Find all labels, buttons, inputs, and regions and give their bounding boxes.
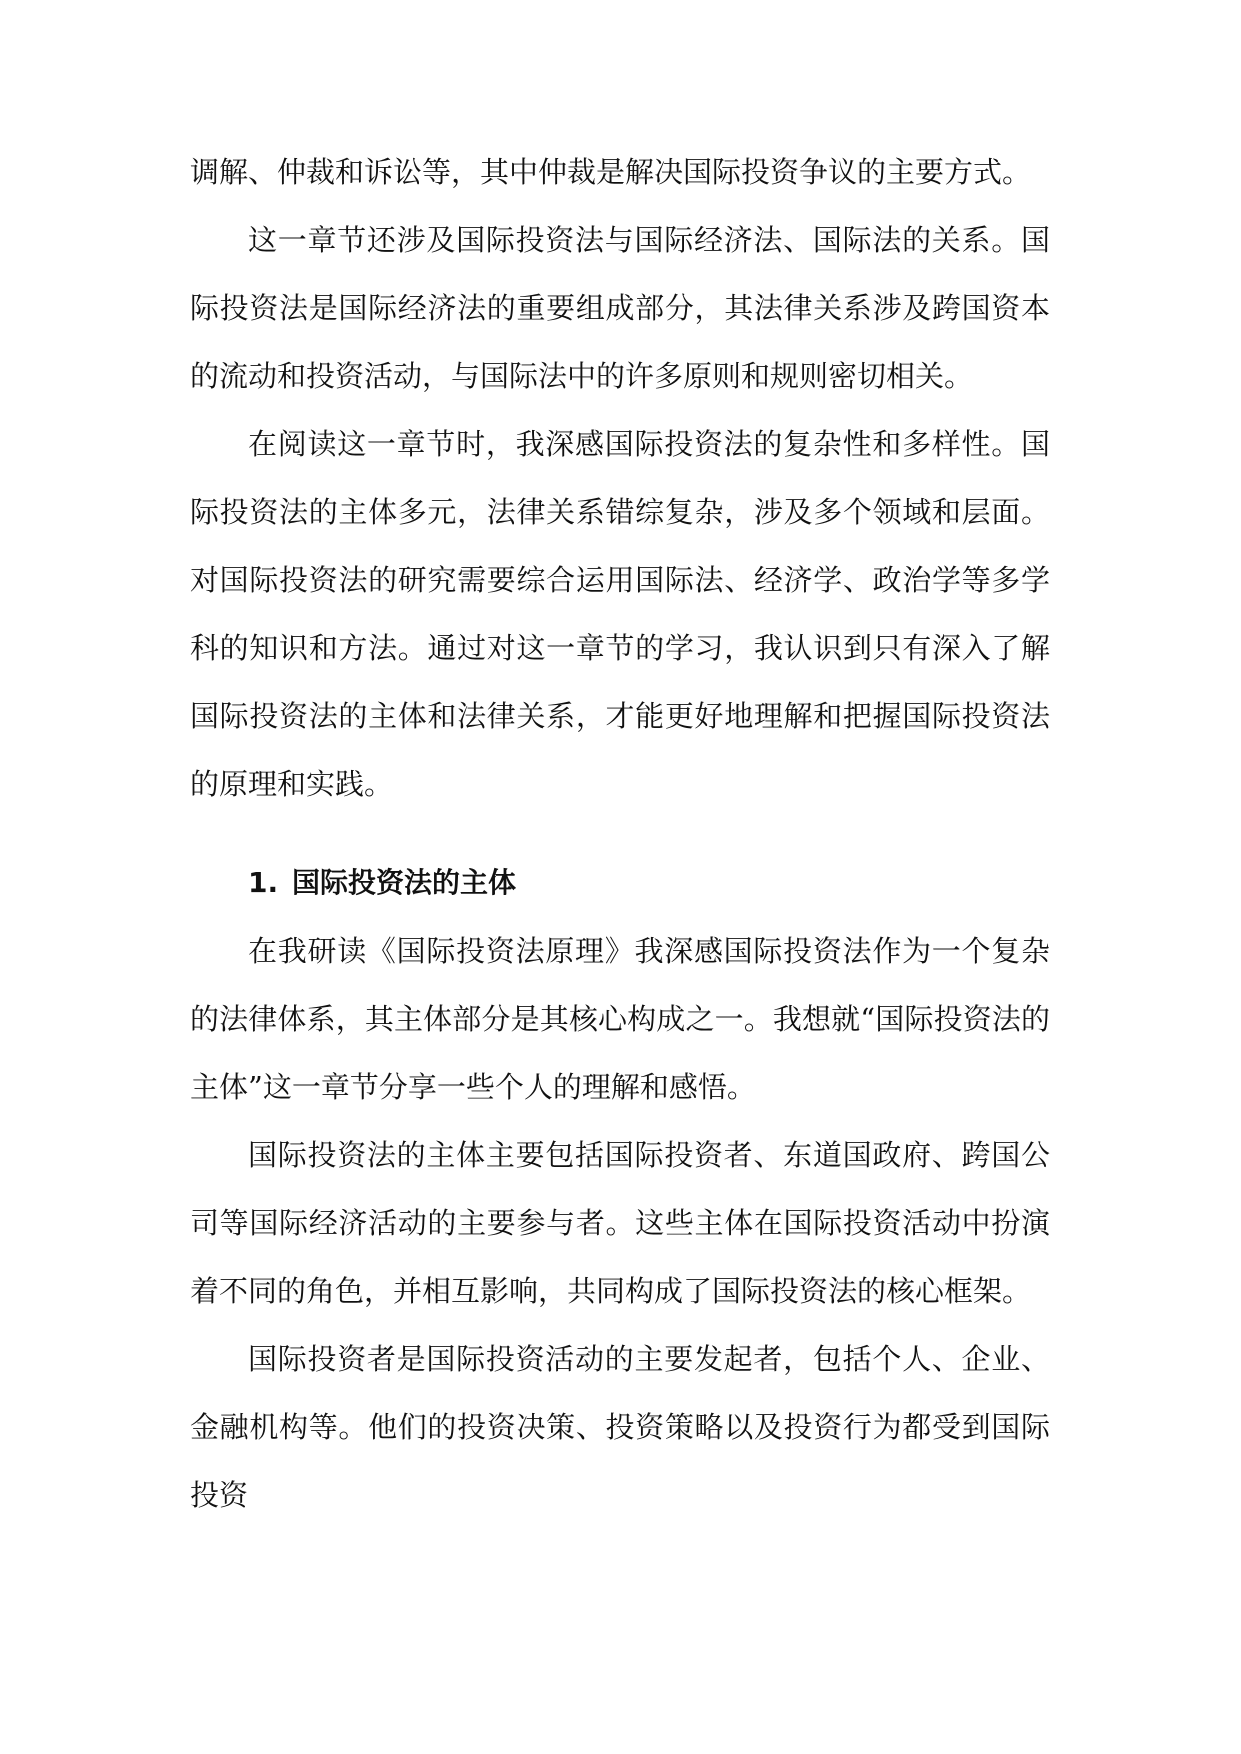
section-number: 1. xyxy=(248,866,279,899)
paragraph-subjects: 国际投资法的主体主要包括国际投资者、东道国政府、跨国公司等国际经济活动的主要参与者。这些主体在国际投资活动中扮演着不同的角色，并相互影响，共同构成了国际投资法的核心框架。 xyxy=(190,1138,1050,1308)
section-title: 国际投资法的主体 xyxy=(292,866,517,899)
paragraph-reflection: 在阅读这一章节时，我深感国际投资法的复杂性和多样性。国际投资法的主体多元，法律关系错综复杂，涉及多个领域和层面。对国际投资法的研究需要综合运用国际法、经济学、政治学等多学科的知识和方法。通过对这一章节的学习，我认识到只有深入了解国际投资法的主体和法律关系，才能更好地理解和把握国际投资法的原理和实践。 xyxy=(190,427,1050,801)
section-heading xyxy=(248,849,1050,917)
paragraph-investors: 国际投资者是国际投资活动的主要发起者，包括个人、企业、金融机构等。他们的投资决策、投资策略以及投资行为都受到国际投资 xyxy=(190,1342,1050,1512)
document-body xyxy=(190,138,1050,1529)
paragraph-relations: 这一章节还涉及国际投资法与国际经济法、国际法的关系。国际投资法是国际经济法的重要组成部分，其法律关系涉及跨国资本的流动和投资活动，与国际法中的许多原则和规则密切相关。 xyxy=(190,223,1050,393)
paragraph-intro: 在我研读《国际投资法原理》我深感国际投资法作为一个复杂的法律体系，其主体部分是其核心构成之一。我想就“国际投资法的主体”这一章节分享一些个人的理解和感悟。 xyxy=(190,934,1050,1104)
paragraph-continued: 调解、仲裁和诉讼等，其中仲裁是解决国际投资争议的主要方式。 xyxy=(190,155,1032,189)
